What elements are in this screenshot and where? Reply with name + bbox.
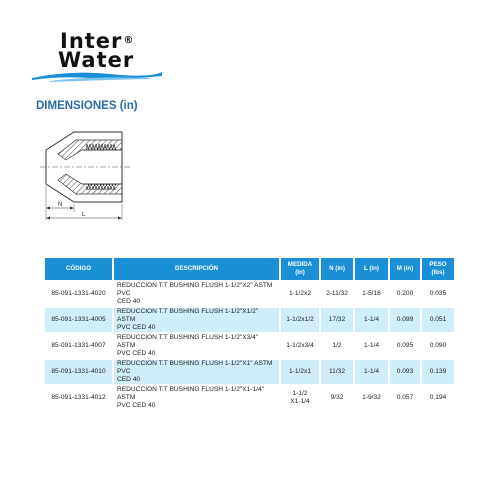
cell-medida: 1-1/2 X1-1/4 — [281, 386, 319, 410]
bushing-cross-section — [36, 120, 166, 236]
header-l: L (in) — [355, 258, 388, 280]
brand-line-2: Water — [58, 48, 135, 72]
cell-peso: 0.090 — [422, 334, 454, 358]
cell-codigo: 85-091-1331-4007 — [45, 334, 112, 358]
cell-codigo: 85-091-1331-4020 — [45, 282, 112, 306]
cell-m: 0.099 — [390, 308, 420, 332]
brand-line-1: Inter® — [60, 29, 135, 53]
header-descripcion: DESCRIPCIÓN — [114, 258, 279, 280]
cell-peso: 0.051 — [422, 308, 454, 332]
header-peso: PESO (lbs) — [422, 258, 454, 280]
header-n: N (in) — [321, 258, 353, 280]
cell-medida: 1-1/2x3/4 — [281, 334, 319, 358]
cell-m: 0.057 — [390, 386, 420, 410]
cell-descripcion: REDUCCION T.T BUSHING FLUSH 1-1/2"X1/2" ASTM PVC CED 40 — [114, 308, 279, 332]
cell-peso: 0.194 — [422, 386, 454, 410]
cell-peso: 0.035 — [422, 282, 454, 306]
table-row — [45, 360, 454, 384]
dimensions-table — [43, 256, 456, 412]
header-codigo: CÓDIGO — [45, 258, 112, 280]
table-row — [45, 308, 454, 332]
table-row — [45, 334, 454, 358]
cell-codigo: 85-091-1331-4005 — [45, 308, 112, 332]
cell-n: 17/32 — [321, 308, 353, 332]
cell-m: 0.093 — [390, 360, 420, 384]
cell-n: 11/32 — [321, 360, 353, 384]
cell-medida: 1-1/2x1/2 — [281, 308, 319, 332]
cell-l: 1-1/4 — [355, 360, 388, 384]
cell-n: 9/32 — [321, 386, 353, 410]
section-title: DIMENSIONES (in) — [36, 100, 138, 112]
brand-logo — [30, 24, 165, 84]
cell-n: 1/2 — [321, 334, 353, 358]
header-medida: MEDIDA (In) — [281, 258, 319, 280]
cell-n: 2-11/32 — [321, 282, 353, 306]
table-header-row — [45, 258, 454, 280]
cell-l: 1-1/4 — [355, 334, 388, 358]
cell-codigo: 85-091-1331-4012 — [45, 386, 112, 410]
table-row — [45, 386, 454, 410]
cell-medida: 1-1/2x1 — [281, 360, 319, 384]
cell-descripcion: REDUCCION T.T BUSHING FLUSH 1-1/2"X1" ASTM PVC CED 40 — [114, 360, 279, 384]
cell-l: 1-9/32 — [355, 386, 388, 410]
water-wave-icon — [30, 68, 165, 84]
registered-mark: ® — [123, 35, 135, 46]
cell-l: 1-5/16 — [355, 282, 388, 306]
cell-descripcion: REDUCCION T.T BUSHING FLUSH 1-1/2"X1-1/4" ASTM PVC CED 40 — [114, 386, 279, 410]
cell-m: 0.200 — [390, 282, 420, 306]
cell-descripcion: REDUCCION T.T BUSHING FLUSH 1-1/2"X2" ASTM PVC CED 40 — [114, 282, 279, 306]
header-m: M (in) — [390, 258, 420, 280]
cell-peso: 0.139 — [422, 360, 454, 384]
cell-descripcion: REDUCCION T.T BUSHING FLUSH 1-1/2"X3/4" ASTM PVC CED 40 — [114, 334, 279, 358]
label-n: N — [58, 202, 63, 208]
label-l: L — [82, 212, 86, 218]
table-row — [45, 282, 454, 306]
cell-medida: 1-1/2x2 — [281, 282, 319, 306]
cell-m: 0.095 — [390, 334, 420, 358]
cell-codigo: 85-091-1331-4010 — [45, 360, 112, 384]
bushing-diagram — [36, 120, 166, 236]
cell-l: 1-1/4 — [355, 308, 388, 332]
